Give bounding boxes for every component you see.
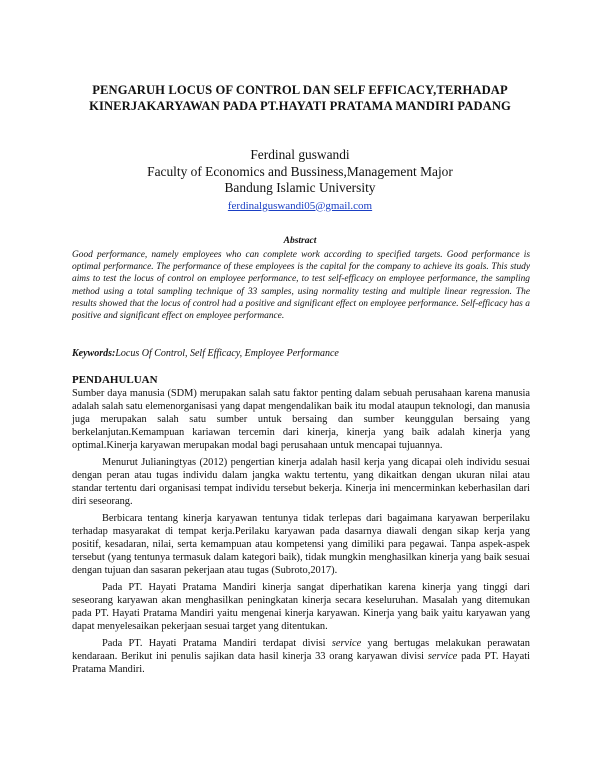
author-faculty: Faculty of Economics and Bussiness,Management Major bbox=[147, 163, 453, 179]
section-body bbox=[72, 388, 530, 682]
abstract-heading: Abstract bbox=[283, 236, 317, 246]
paragraph-1: Sumber daya manusia (SDM) merupakan salah satu faktor penting dalam sebuah perusahaan karena manusia adalah salah satu elemenorganisasi yang dapat mengendalikan baik itu modal ataupun teknologi, dan manusia juga merupakan salah satu sumber untuk bersaing dan sumber keunggulan bersaing yang berkelanjutan.Kemampuan kariawan tercemin dari kinerja, kinerja yang baik adalah kinerja yang optimal.Kinerja karyawan merupakan modal bagi perusahaan untuk mencapai tujuannya. bbox=[72, 388, 530, 451]
abstract-text: Good performance, namely employees who can complete work according to specified targets. Good performance is optimal performance. The performance of these employees is the capital for the company to achieve its goals. This study aims to test the locus of control on employee performance, to test self-efficacy on employee performance, the sampling method using a total sampling technique of 33 samples, using normality testing and multiple linear regression. The results showed that the locus of control had a positive and significant effect on employee performance. Self-efficacy has a positive and significant effect on employee performance. bbox=[72, 250, 530, 322]
paragraph-5 bbox=[72, 638, 530, 677]
paragraph-2: Menurut Julianingtyas (2012) pengertian kinerja adalah hasil kerja yang dicapai oleh individu sesuai dengan peran atau tugas individu dalam jangka waktu tertentu, yang dikaitkan dengan ukuran nilai atau standar tertentu dari organisasi tempat individu tersebut bekerja. Kinerja ini mencerminkan keberhasilan dari diri seseorang. bbox=[72, 457, 530, 507]
paragraph-5-part-b: yang bertugas melakukan perawatan kendaraan. Berikut ini penulis sajikan data hasil kinerja 33 orang karyawan divisi bbox=[72, 638, 530, 663]
author-block bbox=[0, 147, 600, 214]
keywords-text: Locus Of Control, Self Efficacy, Employee Performance bbox=[115, 348, 339, 359]
author-email-link[interactable]: ferdinalguswandi05@gmail.com bbox=[227, 199, 373, 212]
author-university: Bandung Islamic University bbox=[224, 180, 376, 195]
author-name: Ferdinal guswandi bbox=[250, 147, 350, 162]
paragraph-4: Pada PT. Hayati Pratama Mandiri kinerja sangat diperhatikan karena kinerja yang tinggi dari seseorang karyawan akan menghasilkan peningkatan kinerja secara keseluruhan. Masalah yang ditemukan pada PT. Hayati Pratama Mandiri yaitu mengenai kinerja karyawan. Kinerja yang baik yaitu karyawan yang dapat menyelesaikan pekerjaan sesuai target yang ditentukan. bbox=[72, 582, 530, 632]
keywords-line bbox=[72, 348, 530, 359]
paragraph-5-service-2: service bbox=[427, 651, 458, 663]
paper-title: PENGARUH LOCUS OF CONTROL DAN SELF EFFICACY,TERHADAP KINERJAKARYAWAN PADA PT.HAYATI PRATAMA MANDIRI PADANG bbox=[89, 83, 511, 113]
paragraph-5-service-1: service bbox=[331, 638, 362, 650]
paragraph-3: Berbicara tentang kinerja karyawan tentunya tidak terlepas dari bagaimana karyawan berperilaku terhadap masyarakat di tempat kerja.Perilaku karyawan pada dasarnya diawali dengan sikap kerja yang positif, kesadaran, nilai, serta kemampuan atau kompetensi yang dimiliki para pegawai. Tanpa aspek-aspek tersebut (yang tentunya termasuk dalam kategori baik), tidak mungkin menghasilkan kinerja yang baik sesuai dengan tujuan dan sasaran pekerjaan atau tugas (Subroto,2017). bbox=[72, 513, 530, 576]
section-heading: PENDAHULUAN bbox=[72, 374, 158, 386]
keywords-label: Keywords: bbox=[72, 348, 116, 359]
paragraph-5-part-a: Pada PT. Hayati Pratama Mandiri terdapat divisi bbox=[102, 638, 332, 650]
paragraph-5-part-c: pada PT. Hayati Pratama Mandiri. bbox=[72, 651, 530, 676]
